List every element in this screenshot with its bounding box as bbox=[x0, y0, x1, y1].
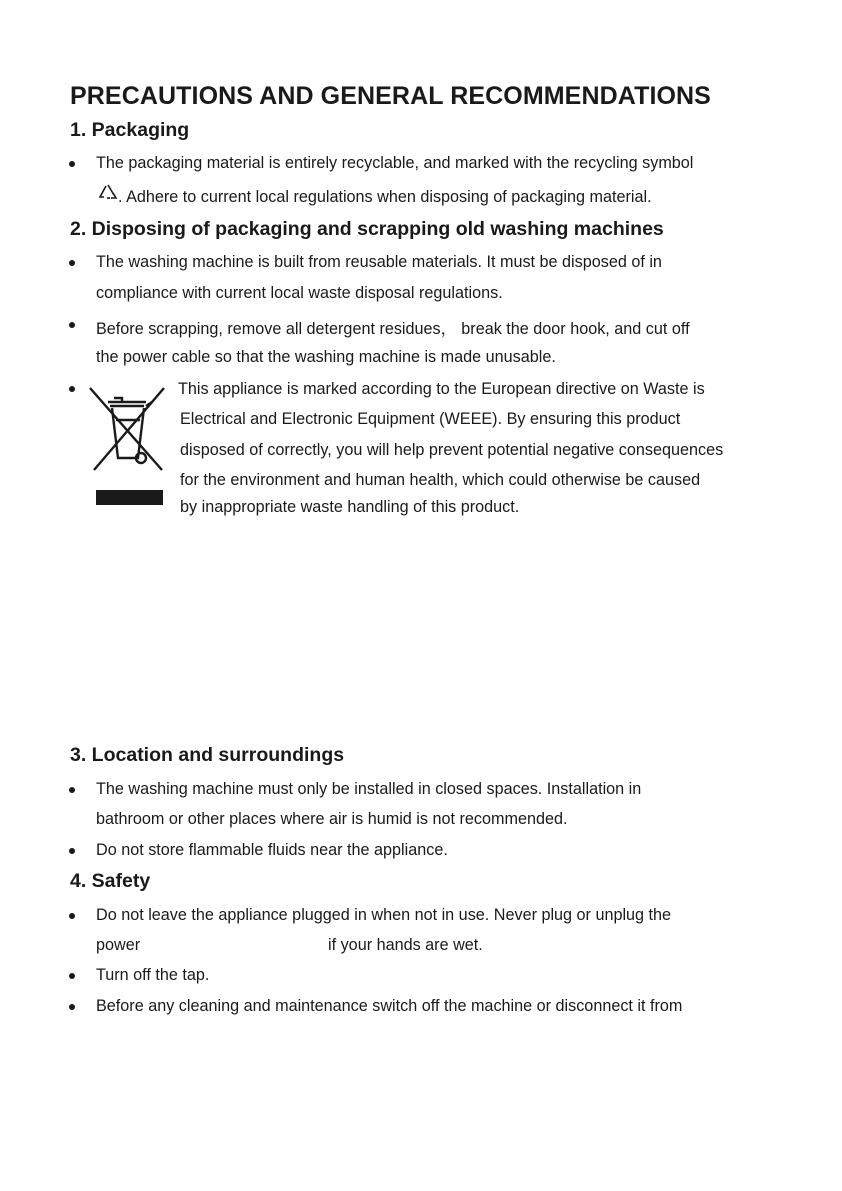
section-heading-packaging: 1. Packaging bbox=[70, 119, 190, 141]
disposing-text-line-2: compliance with current local waste disposal regulations. bbox=[96, 284, 503, 302]
bullet bbox=[69, 386, 75, 392]
weee-text-line-4: for the environment and human health, which could otherwise be caused bbox=[180, 471, 701, 489]
crossed-out-wheelie-bin-icon bbox=[86, 384, 168, 506]
section-heading-disposing: 2. Disposing of packaging and scrapping old washing machines bbox=[70, 218, 664, 240]
tap-text: Turn off the tap. bbox=[96, 966, 210, 984]
packaging-text-line-2: . Adhere to current local regulations when disposing of packaging material. bbox=[118, 188, 652, 206]
weee-text-line-3: disposed of correctly, you will help prevent potential negative consequences bbox=[180, 441, 724, 459]
disposing-text-line-1: The washing machine is built from reusable materials. It must be disposed of in bbox=[96, 253, 662, 271]
weee-text-line-2: Electrical and Electronic Equipment (WEEE). By ensuring this product bbox=[180, 410, 681, 428]
bullet bbox=[69, 913, 75, 919]
bullet bbox=[69, 848, 75, 854]
packaging-text-line-1: The packaging material is entirely recyclable, and marked with the recycling symbol bbox=[96, 154, 694, 172]
weee-text-line-1: This appliance is marked according to the European directive on Waste is bbox=[178, 380, 705, 398]
section-heading-location: 3. Location and surroundings bbox=[70, 744, 345, 766]
recycle-icon bbox=[98, 184, 118, 202]
bullet bbox=[69, 1004, 75, 1010]
weee-text-line-5: by inappropriate waste handling of this product. bbox=[180, 498, 520, 516]
scrapping-text-line-2: the power cable so that the washing machine is made unusable. bbox=[96, 348, 556, 366]
scrapping-text-line-1: Before scrapping, remove all detergent residues， break the door hook, and cut off bbox=[96, 320, 690, 338]
location-text-line-2: bathroom or other places where air is humid is not recommended. bbox=[96, 810, 568, 828]
section-heading-safety: 4. Safety bbox=[70, 870, 151, 892]
flammable-text: Do not store flammable fluids near the appliance. bbox=[96, 841, 448, 859]
bullet bbox=[69, 161, 75, 167]
safety-text-line-2b: if your hands are wet. bbox=[328, 936, 483, 954]
bullet bbox=[69, 973, 75, 979]
bullet bbox=[69, 260, 75, 266]
cleaning-text-line-1: Before any cleaning and maintenance switch off the machine or disconnect it from bbox=[96, 997, 683, 1015]
safety-text-line-2a: power bbox=[96, 936, 141, 954]
bullet bbox=[69, 787, 75, 793]
page-title: PRECAUTIONS AND GENERAL RECOMMENDATIONS bbox=[70, 82, 711, 110]
location-text-line-1: The washing machine must only be installed in closed spaces. Installation in bbox=[96, 780, 642, 798]
bullet bbox=[69, 322, 75, 328]
safety-text-line-1: Do not leave the appliance plugged in when not in use. Never plug or unplug the bbox=[96, 906, 672, 924]
